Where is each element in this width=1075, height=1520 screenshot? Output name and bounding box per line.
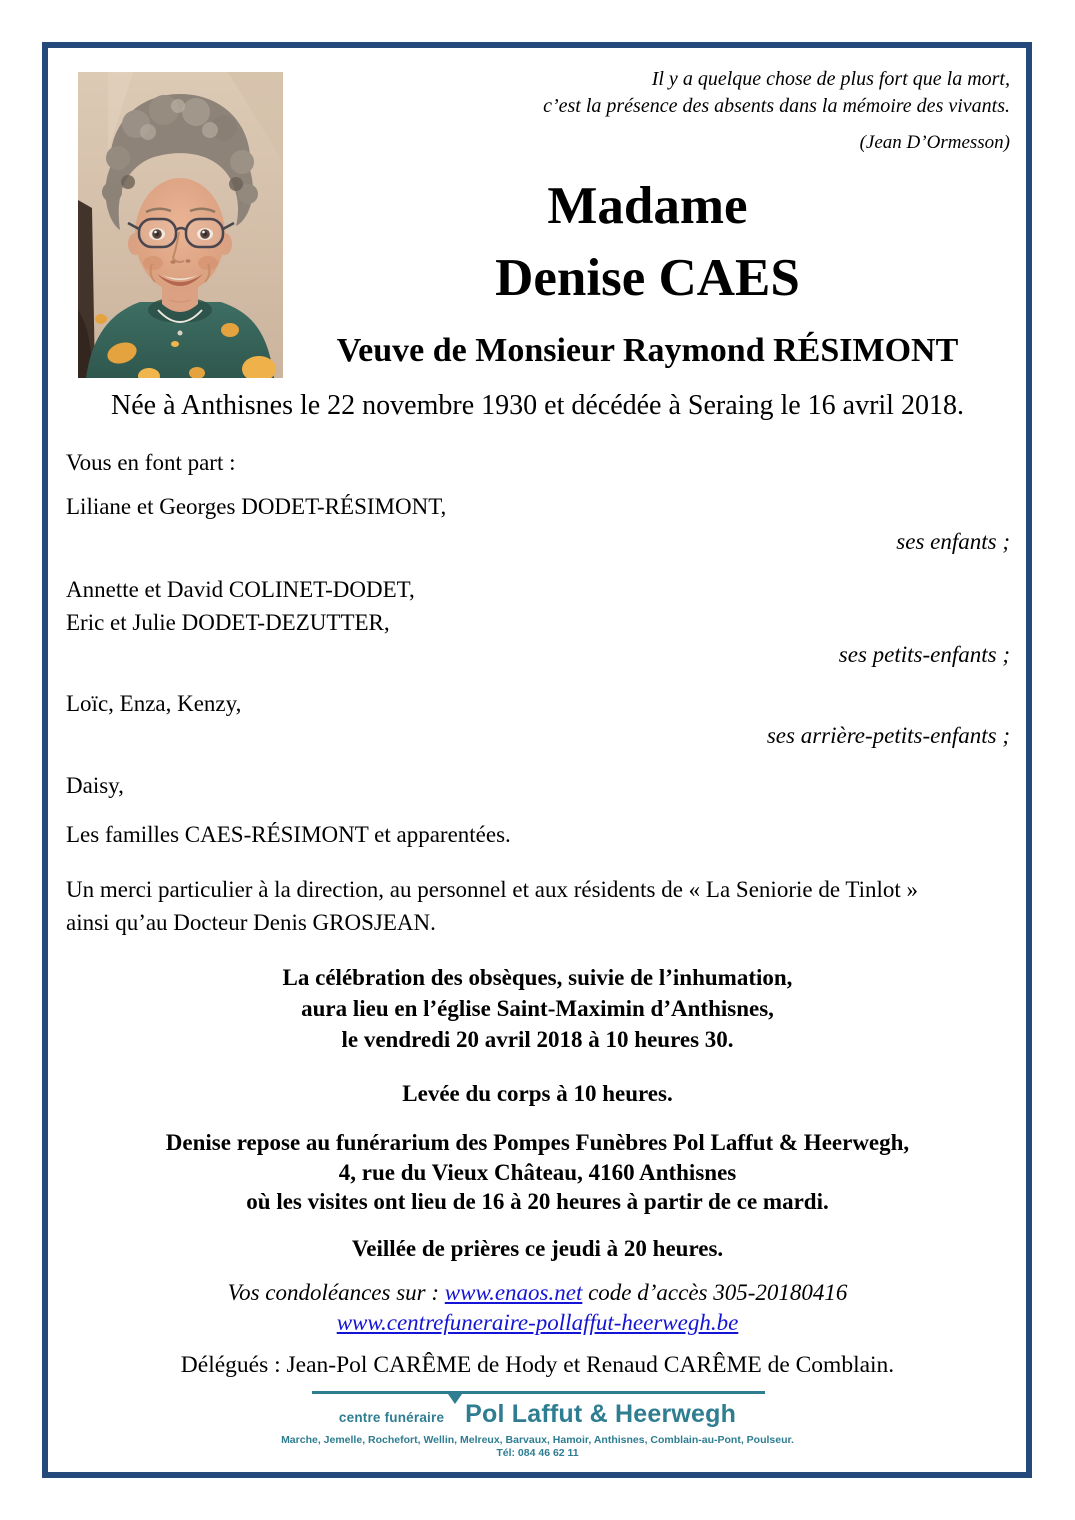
condolences-suffix: code d’accès 305-20180416	[582, 1280, 848, 1305]
grandchildren-name-1: Annette et David COLINET-DODET,	[66, 577, 415, 602]
life-dates: Née à Anthisnes le 22 novembre 1930 et décédée à Seraing le 16 avril 2018.	[111, 390, 964, 421]
grandchildren-name-2: Eric et Julie DODET-DEZUTTER,	[66, 610, 390, 635]
brand-locations: Marche, Jemelle, Rochefort, Wellin, Melreux, Barvaux, Hamoir, Anthisnes, Comblain-au-Pont, Poulseur.	[281, 1434, 794, 1446]
children-names: Liliane et Georges DODET-RÉSIMONT,	[66, 494, 447, 519]
condolences-line	[60, 1280, 1015, 1306]
announcement-intro: Vous en font part :	[66, 450, 236, 475]
funeral-home-link[interactable]: www.centrefuneraire-pollaffut-heerwegh.be	[336, 1310, 739, 1335]
title-name: Denise CAES	[495, 249, 800, 307]
body-removal-line: Levée du corps à 10 heures.	[402, 1081, 673, 1106]
delegates-line: Délégués : Jean-Pol CARÊME de Hody et Renaud CARÊME de Comblain.	[180, 1352, 895, 1378]
brand-name: Pol Laffut & Heerwegh	[465, 1400, 737, 1428]
families-line: Les familles CAES-RÉSIMONT et apparentées.	[66, 822, 511, 847]
subtitle-veuve: Veuve de Monsieur Raymond RÉSIMONT	[336, 332, 959, 369]
thanks-line-2: ainsi qu’au Docteur Denis GROSJEAN.	[66, 910, 436, 935]
condolences-prefix: Vos condoléances sur :	[227, 1280, 445, 1305]
quote-line-1: Il y a quelque chose de plus fort que la mort,	[651, 68, 1010, 90]
portrait-illustration	[78, 72, 283, 378]
title-madame: Madame	[547, 177, 748, 235]
funeral-home-link-line	[60, 1310, 1015, 1336]
great-grandchildren-names: Loïc, Enza, Kenzy,	[66, 691, 242, 716]
ceremony-line-3: le vendredi 20 avril 2018 à 10 heures 30.	[341, 1027, 734, 1052]
brand-prefix: centre funéraire	[338, 1410, 445, 1425]
quote-line-2: c’est la présence des absents dans la mémoire des vivants.	[543, 95, 1010, 117]
repose-line-1: Denise repose au funérarium des Pompes Funèbres Pol Laffut & Heerwegh,	[165, 1130, 910, 1155]
repose-line-3: où les visites ont lieu de 16 à 20 heures à partir de ce mardi.	[246, 1189, 829, 1214]
portrait-photo	[78, 72, 283, 378]
great-grandchildren-label: ses arrière-petits-enfants ;	[766, 723, 1010, 748]
vigil-line: Veillée de prières ce jeudi à 20 heures.	[351, 1236, 724, 1261]
enaos-link[interactable]: www.enaos.net	[444, 1280, 583, 1305]
brand-row	[60, 1400, 1015, 1429]
brand-phone: Tél: 084 46 62 11	[496, 1447, 579, 1459]
children-label: ses enfants ;	[896, 529, 1010, 554]
brand-divider	[312, 1391, 765, 1394]
brand-triangle-icon	[448, 1394, 462, 1404]
repose-line-2: 4, rue du Vieux Château, 4160 Anthisnes	[338, 1160, 737, 1185]
companion-line: Daisy,	[66, 773, 124, 798]
grandchildren-label: ses petits-enfants ;	[838, 642, 1010, 667]
thanks-line-1: Un merci particulier à la direction, au personnel et aux résidents de « La Seniorie de Tinlot »	[66, 877, 919, 902]
ceremony-line-2: aura lieu en l’église Saint-Maximin d’Anthisnes,	[301, 996, 774, 1021]
quote-attribution: (Jean D’Ormesson)	[859, 132, 1010, 153]
ceremony-line-1: La célébration des obsèques, suivie de l’inhumation,	[282, 965, 793, 990]
